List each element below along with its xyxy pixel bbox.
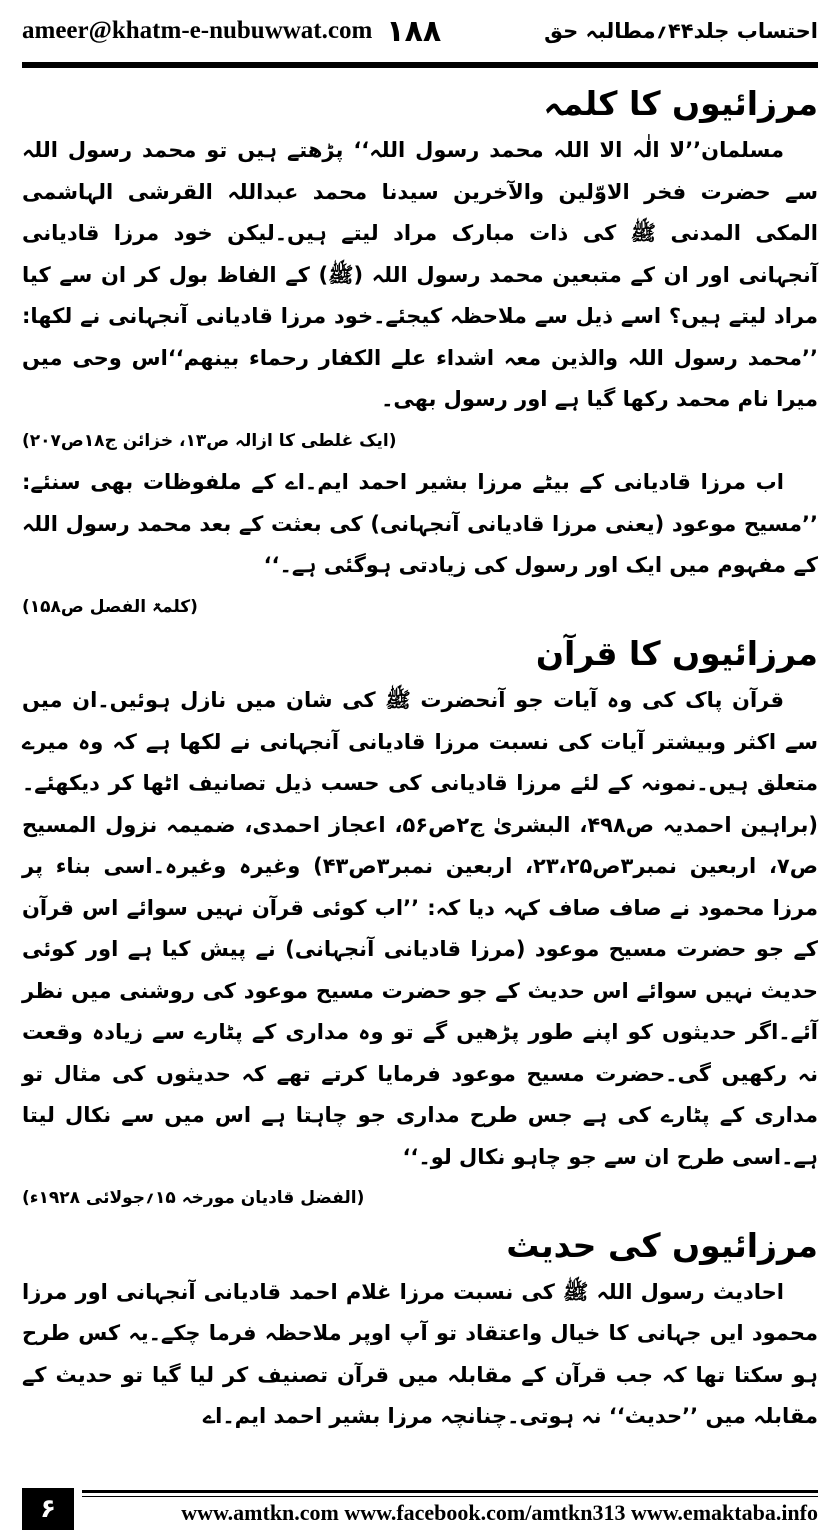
citation: (الفضل قادیان مورخہ ۱۵؍جولائی ۱۹۲۸ء) bbox=[22, 1188, 365, 1208]
page-header bbox=[22, 6, 818, 56]
running-head: احتساب جلد۴۴؍مطالبہ حق bbox=[544, 19, 818, 43]
paragraph: قرآن پاک کی وہ آیات جو آنحضرت ﷺ کی شان میں نازل ہوئیں۔ان میں سے اکثر وبیشتر آیات کی نسبت مرزا قادیانی آنجہانی نے لکھا ہے کہ وہ میرے متعلق ہیں۔نمونہ کے لئے مرزا قادیانی کی حسب ذیل تصانیف اٹھا کر دیکھئے۔(براہین احمدیہ ص۴۹۸، البشریٰ ج۲ص۵۶، اعجاز احمدی، ضمیمہ نزول المسیح ص۷، اربعین نمبر۳ص۲۳،۲۵، اربعین نمبر۳ص۴۳) وغیرہ وغیرہ۔اسی بناء پر مرزا محمود نے صاف صاف کہہ دیا کہ: ’’اب کوئی قرآن نہیں سوائے اس قرآن کے جو حضرت مسیح موعود (مرزا قادیانی آنجہانی) نے پیش کیا ہے اور کوئی حدیث نہیں سوائے اس حدیث کے جو حضرت مسیح موعود کی روشنی میں نظر آئے۔اگر حدیثوں کو اپنے طور پڑھیں گے تو وہ مداری کے پٹارے سے زیادہ وقعت نہ رکھیں گی۔حضرت مسیح موعود فرمایا کرتے تھے کہ حدیثوں کی مثال تو مداری کے پٹارے کی ہے جس طرح مداری جو چاہتا ہے اس میں سے نکال لیتا ہے۔اسی طرح ان سے جو چاہو نکال لو۔‘‘ bbox=[22, 688, 818, 1169]
footer-links[interactable]: www.amtkn.com www.facebook.com/amtkn313 www.emaktaba.info bbox=[181, 1500, 818, 1525]
paragraph: احادیث رسول اللہ ﷺ کی نسبت مرزا غلام احمد قادیانی آنجہانی اور مرزا محمود ایں جہانی کا خیال واعتقاد تو آپ اوپر ملاحظہ فرما چکے۔یہ کس طرح ہو سکتا تھا کہ جب قرآن کے مقابلہ میں قرآن تصنیف کر لیا گیا تو حدیث کے مقابلہ میں ’’حدیث‘‘ نہ ہوتی۔چنانچہ مرزا بشیر احمد ایم۔اے bbox=[22, 1279, 818, 1428]
footer-rule-thin bbox=[82, 1496, 818, 1497]
header-rule bbox=[22, 62, 818, 68]
section-title-hadith: مرزائیوں کی حدیث bbox=[506, 1225, 818, 1265]
citation-row bbox=[22, 421, 818, 463]
footer-rule bbox=[82, 1490, 818, 1493]
header-email[interactable]: ameer@khatm-e-nubuwwat.com bbox=[22, 17, 373, 44]
citation: (ایک غلطی کا ازالہ ص۱۳، خزائن ج۱۸ص۲۰۷) bbox=[22, 430, 397, 451]
paragraph: مسلمان’’لا الٰہ الا اللہ محمد رسول اللہ‘‘ پڑھتے ہیں تو محمد رسول اللہ سے حضرت فخر الاوّلین والآخرین سیدنا محمد عبداللہ القرشی الہاشمی المکی المدنی ﷺ کی ذات مبارک مراد لیتے ہیں۔لیکن خود مرزا قادیانی آنجہانی اور ان کے متبعین محمد رسول اللہ (ﷺ) کے الفاظ بول کر ان سے کیا مراد لیتے ہیں؟ اسے ذیل سے ملاحظہ کیجئے۔خود مرزا قادیانی آنجہانی نے لکھا: ’’محمد رسول اللہ والذین معہ اشداء علے الکفار رحماء بینھم‘‘اس وحی میں میرا نام محمد رکھا گیا ہے اور رسول بھی۔ bbox=[22, 138, 818, 411]
page-footer bbox=[22, 1488, 818, 1532]
section-title-kalima: مرزائیوں کا کلمہ bbox=[543, 84, 818, 123]
paragraph: اب مرزا قادیانی کے بیٹے مرزا بشیر احمد ایم۔اے کے ملفوظات بھی سنئے: ’’مسیح موعود (یعنی مرزا قادیانی آنجہانی) کی بعثت کے بعد محمد رسول اللہ کے مفہوم میں ایک اور رسول کی زیادتی ہوگئی ہے۔‘‘ bbox=[22, 470, 818, 577]
page-body bbox=[22, 78, 818, 1438]
citation-row bbox=[22, 1178, 818, 1220]
section-title-quran: مرزائیوں کا قرآن bbox=[535, 634, 818, 673]
citation: (کلمۃ الفصل ص۱۵۸) bbox=[22, 596, 198, 617]
citation-row bbox=[22, 587, 818, 629]
footer-page-number: ۶ bbox=[22, 1488, 74, 1530]
header-left bbox=[22, 14, 441, 49]
header-page-number: ۱۸۸ bbox=[386, 13, 442, 49]
